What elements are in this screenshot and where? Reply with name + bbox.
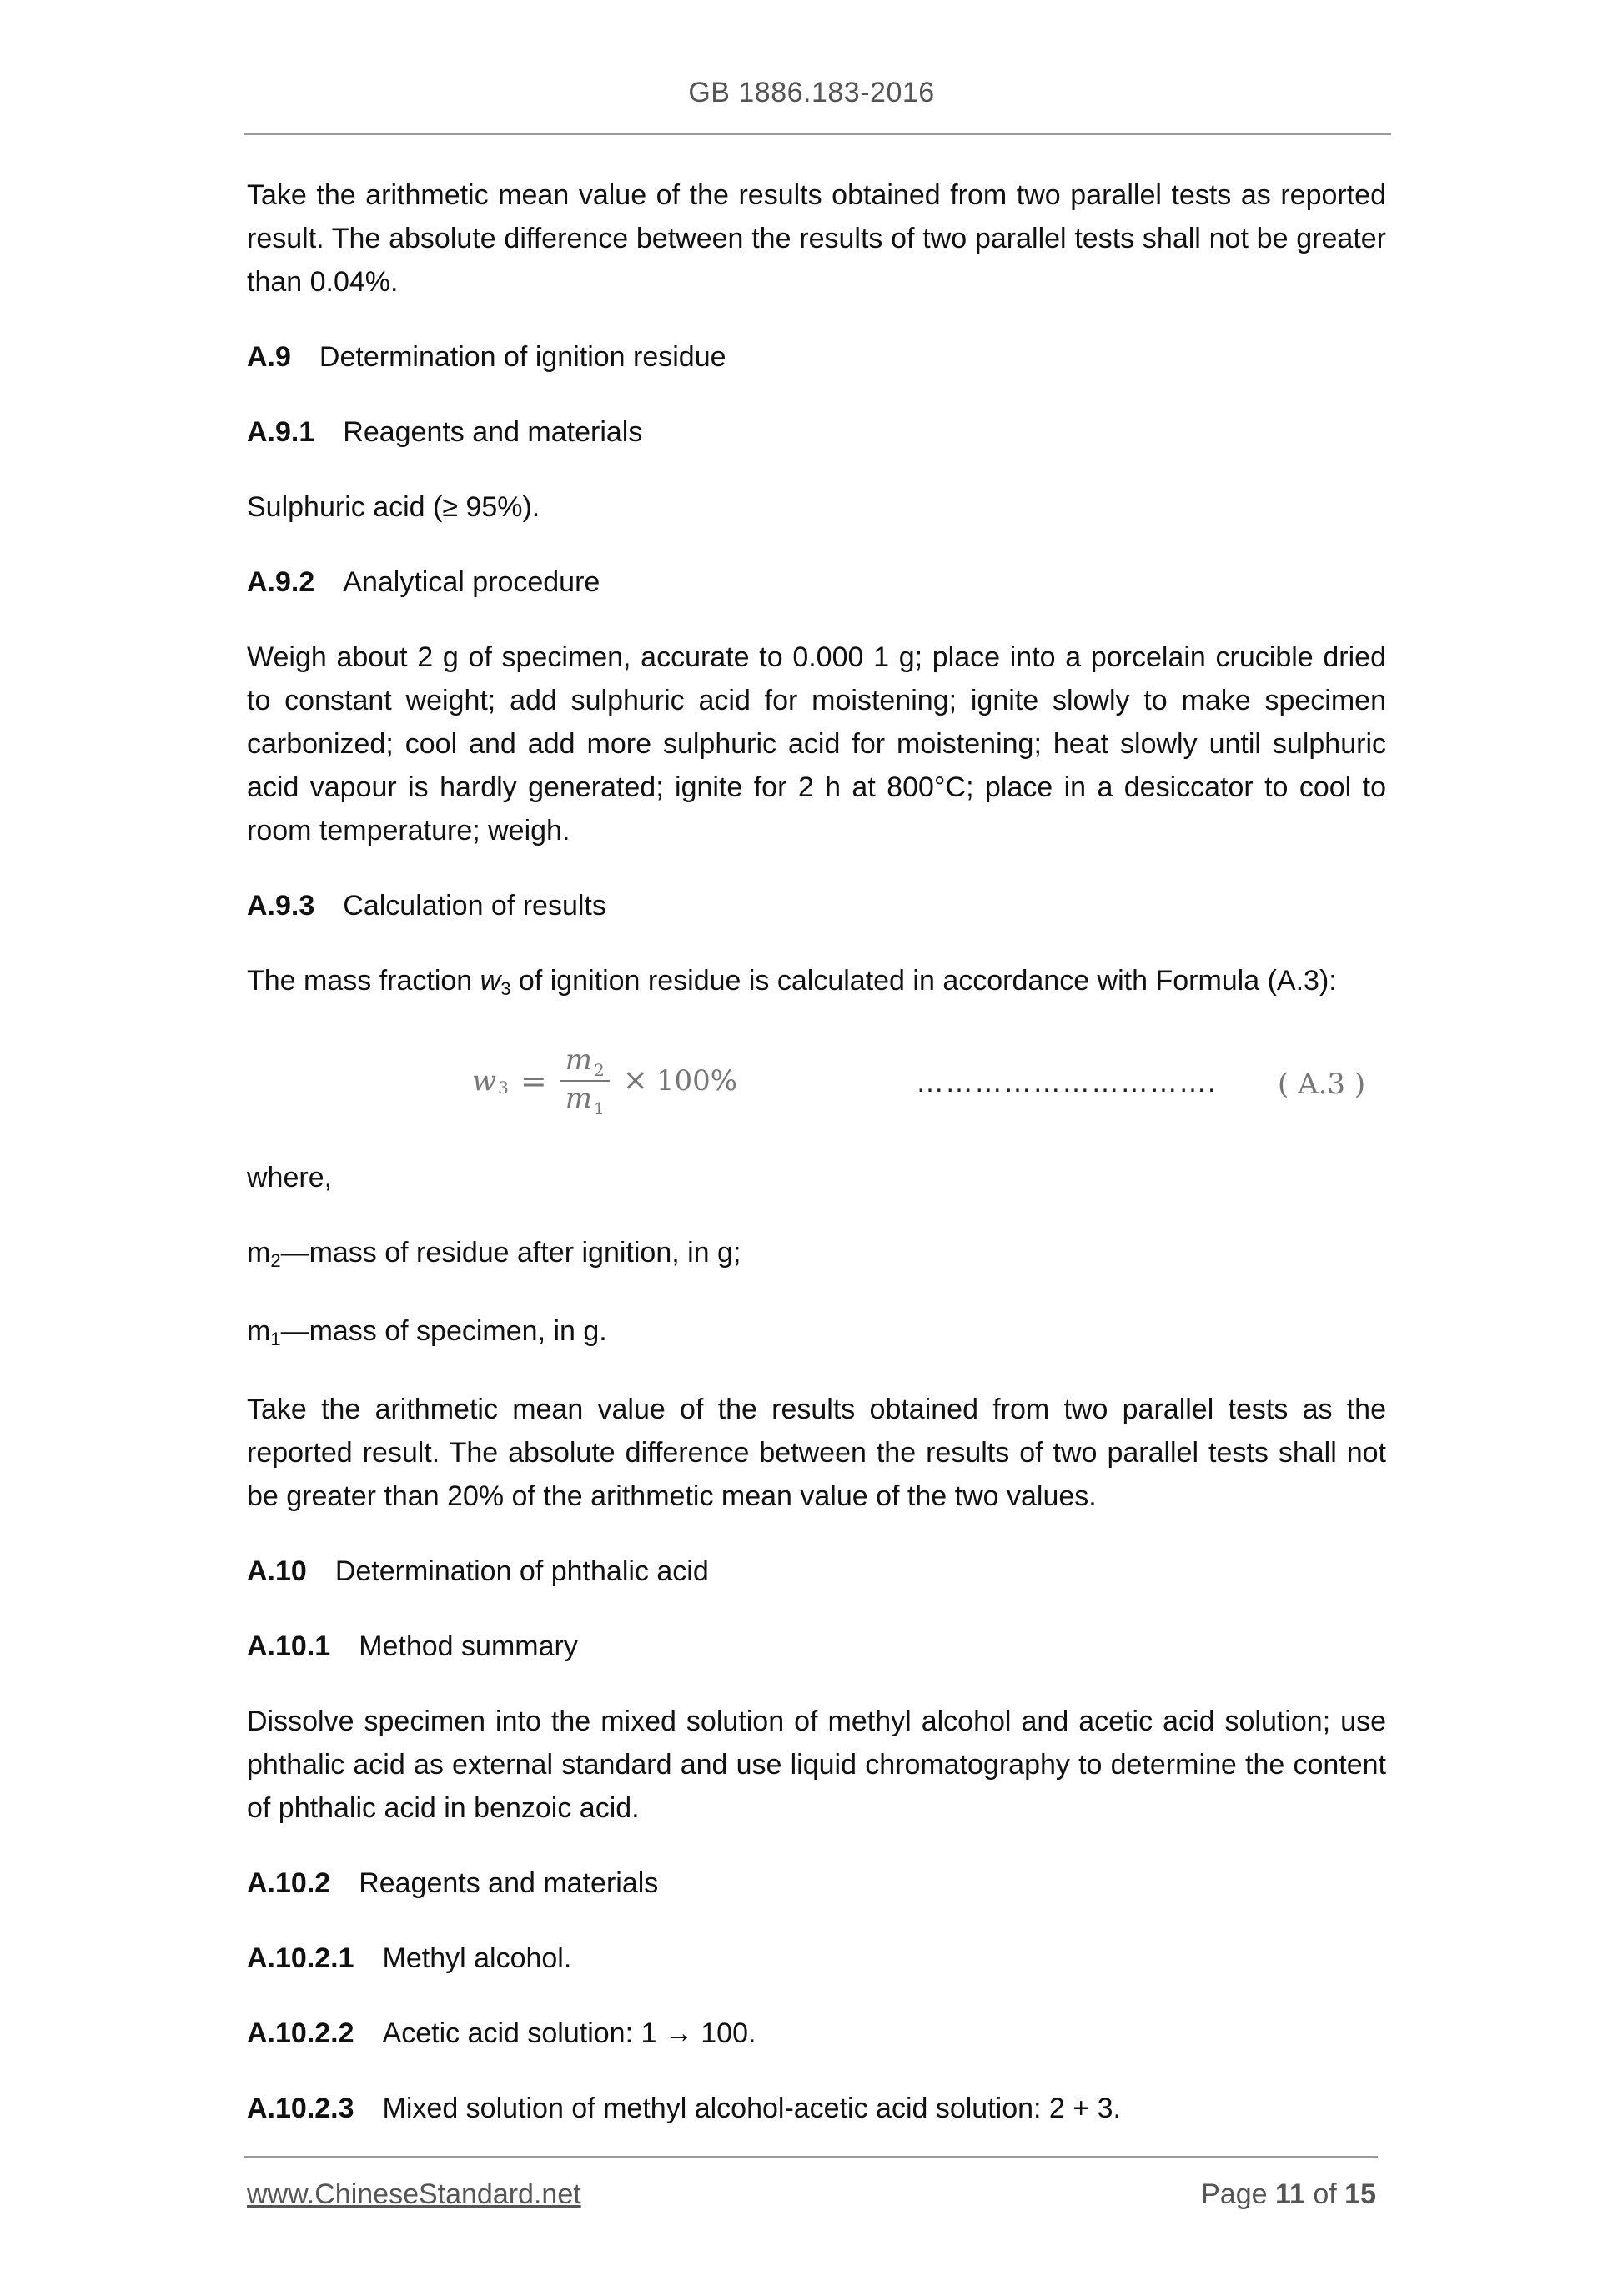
formula-fraction [560,1043,610,1118]
heading-a10 [247,1550,1386,1593]
footer-divider [244,2156,1378,2158]
heading-title: Acetic acid solution: 1 → 100. [382,2017,756,2049]
header-divider [244,133,1391,135]
heading-number: A.9.2 [247,566,315,598]
heading-number: A.10.2.3 [247,2093,354,2124]
numerator-sub: 2 [593,1060,605,1080]
heading-a9-1 [247,410,1386,454]
heading-number: A.9 [247,341,291,373]
page-current: 11 [1274,2178,1305,2210]
fraction-denominator [560,1082,610,1118]
formula-lhs-sub: 3 [498,1078,509,1098]
definition-var: m [247,1315,271,1347]
definition-sub: 2 [270,1250,281,1271]
definition-text: —mass of residue after ignition, in g; [280,1237,741,1269]
heading-a10-2-1 [247,1937,1386,1980]
page-prefix: Page [1201,2178,1275,2210]
heading-number: A.10.2 [247,1867,331,1899]
definition-m2 [247,1231,1386,1278]
heading-a10-2 [247,1861,1386,1905]
text-before: The mass fraction [247,965,480,997]
heading-title: Reagents and materials [343,416,643,448]
formula-factor: 100% [656,1064,738,1098]
heading-number: A.10.1 [247,1630,331,1662]
formula-label: ( A.3 ) [1278,1068,1366,1101]
variable-subscript: 3 [500,978,511,999]
heading-title: Calculation of results [343,890,606,922]
numerator-var: m [565,1043,592,1077]
definition-m1 [247,1309,1386,1356]
heading-title: Methyl alcohol. [382,1942,572,1974]
paragraph-analytical-procedure: Weigh about 2 g of specimen, accurate to 0.000 1 g; place into a porcelain crucible dried to constant weight; add sulphuric acid for moistening; ignite slowly to make specimen carbonized; cool and add more sulphuric acid for moistening; heat slowly until sulphuric acid vapour is hardly generated; ignite for 2 h at 800°C; place in a desiccator to cool to room temperature; weigh. [247,641,1386,847]
page-number [1201,2178,1376,2211]
paragraph-mean-result: Take the arithmetic mean value of the results obtained from two parallel tests as reported result. The absolute difference between the results of two parallel tests shall not be greater than 0.04%. [247,179,1386,298]
heading-title: Reagents and materials [359,1867,659,1899]
heading-title: Mixed solution of methyl alcohol-acetic acid solution: 2 + 3. [382,2093,1121,2124]
formula-leader-dots: …………………………. [916,1067,1217,1098]
heading-number: A.10 [247,1555,307,1587]
formula-times: × [622,1063,648,1098]
heading-title: Analytical procedure [343,566,600,598]
formula-equals: = [520,1063,547,1099]
formula-expression [472,1039,737,1123]
definition-sub: 1 [270,1329,281,1349]
paragraph-method-summary: Dissolve specimen into the mixed solution of methyl alcohol and acetic acid solution; use phthalic acid as external standard and use liquid chromatography to determine the content of phthalic acid in benzoic acid. [247,1706,1386,1824]
text-after: of ignition residue is calculated in accordance with Formula (A.3): [510,965,1337,997]
definition-text: —mass of specimen, in g. [280,1315,607,1347]
heading-title: Method summary [359,1630,578,1662]
heading-a10-2-2 [247,2012,1386,2055]
paragraph-sulphuric-acid: Sulphuric acid (≥ 95%). [247,491,540,523]
variable-w: w [480,965,501,997]
heading-number: A.9.1 [247,416,315,448]
paragraph-mean-result-2: Take the arithmetic mean value of the results obtained from two parallel tests as the reported result. The absolute difference between the results of two parallel tests shall not be greater than 20% of the arithmetic mean value of the two values. [247,1394,1386,1512]
heading-a10-1 [247,1625,1386,1668]
page-total: 15 [1344,2178,1376,2210]
denominator-sub: 1 [593,1098,605,1118]
heading-a9-3 [247,884,1386,927]
heading-a9 [247,335,1386,379]
heading-number: A.9.3 [247,890,315,922]
page-of: of [1304,2178,1345,2210]
heading-a10-2-3 [247,2087,1386,2130]
paragraph-where: where, [247,1162,333,1193]
formula-a3 [247,1031,1386,1131]
formula-lhs-var: w [472,1064,497,1098]
heading-number: A.10.2.1 [247,1942,354,1974]
paragraph-mass-fraction [247,959,1386,1006]
denominator-var: m [565,1082,592,1115]
heading-a9-2 [247,560,1386,604]
document-header: GB 1886.183-2016 [688,77,935,108]
heading-title: Determination of ignition residue [319,341,726,373]
footer-website-link[interactable]: www.ChineseStandard.net [247,2178,581,2210]
fraction-numerator [560,1043,610,1080]
heading-title: Determination of phthalic acid [334,1555,709,1587]
definition-var: m [247,1237,271,1269]
document-body [247,173,1386,2162]
heading-number: A.10.2.2 [247,2017,354,2049]
